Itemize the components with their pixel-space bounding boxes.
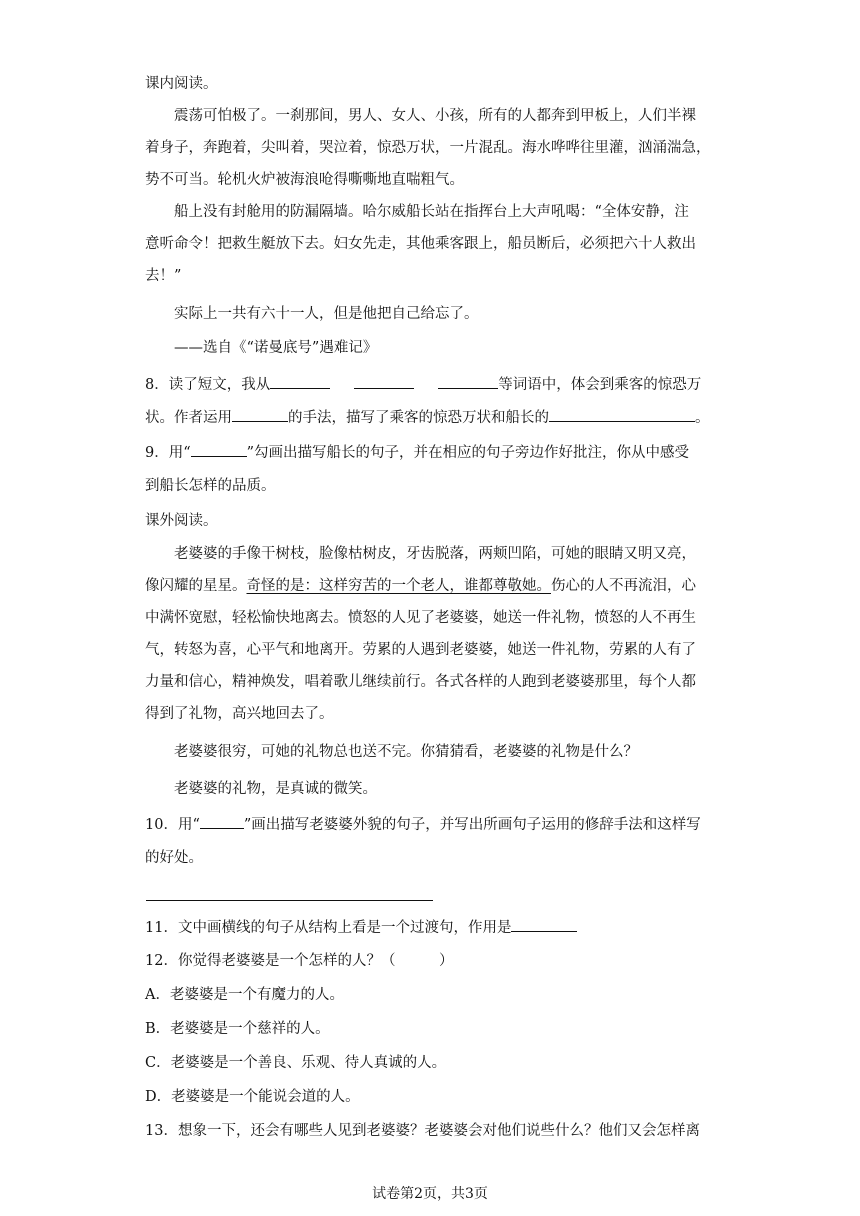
question-8: 8．读了短文，我从 等词语中，体会到乘客的惊恐万 [145,374,701,395]
option-c[interactable]: C．老婆婆是一个善良、乐观、待人真诚的人。 [145,1055,447,1071]
passage-line: 老婆婆的手像干树枝，脸像枯树皮，牙齿脱落，两颊凹陷，可她的眼睛又明又亮， [174,546,696,562]
question-9: 9．用“ ”勾画出描写船长的句子，并在相应的句子旁边作好批注，你从中感受 [145,442,689,463]
section-heading-inclass: 课内阅读。 [145,76,218,92]
passage-source: ——选自《“诺曼底号”遇难记》 [174,340,378,356]
passage-line: 力量和信心，精神焕发，唱着歌儿继续前行。各式各样的人跑到老婆婆那里，每个人都 [145,674,696,690]
passage-line: 着身子，奔跑着，尖叫着，哭泣着，惊恐万状，一片混乱。海水哗哗往里灌，汹涌湍急， [145,140,711,156]
passage-line: 船上没有封舱用的防漏隔墙。哈尔威船长站在指挥台上大声吼喝：“全体安静，注 [174,204,689,220]
passage-line: 老婆婆很穷，可她的礼物总也送不完。你猜猜看，老婆婆的礼物是什么？ [174,744,638,760]
passage-line: 去！” [145,268,182,284]
passage-line: 气，转怒为喜，心平气和地离开。劳累的人遇到老婆婆，她送一件礼物，劳累的人有了 [145,642,696,658]
question-11: 11．文中画横线的句子从结构上看是一个过渡句，作用是 [145,917,577,938]
passage-line: 势不可当。轮机火炉被海浪呛得嘶嘶地直喘粗气。 [145,172,464,188]
page-footer: 试卷第2页，共3页 [372,1186,488,1202]
passage-line: 实际上一共有六十一人，但是他把自己给忘了。 [174,306,479,322]
question-12: 12．你觉得老婆婆是一个怎样的人？（ ） [145,953,454,969]
passage-line: 意听命令！把救生艇放下去。妇女先走，其他乘客跟上，船员断后，必须把六十人救出 [145,236,696,252]
option-a[interactable]: A．老婆婆是一个有魔力的人。 [145,987,344,1003]
answer-blank[interactable] [549,407,695,422]
option-b[interactable]: B．老婆婆是一个慈祥的人。 [145,1021,330,1037]
answer-blank[interactable] [438,374,498,389]
answer-blank[interactable] [511,917,577,932]
marker-blank [200,814,244,829]
passage-line: 中满怀宽慰，轻松愉快地离去。愤怒的人见了老婆婆，她送一件礼物，愤怒的人不再生 [145,610,696,626]
answer-blank[interactable] [270,374,330,389]
answer-blank[interactable] [232,407,288,422]
question-9-cont: 到船长怎样的品质。 [145,478,276,494]
passage-line: 得到了礼物，高兴地回去了。 [145,706,334,722]
question-10: 10．用“ ”画出描写老婆婆外貌的句子，并写出所画句子运用的修辞手法和这样写 [145,814,701,835]
question-8-cont: 状。作者运用 的手法，描写了乘客的惊恐万状和船长的 。 [145,407,710,428]
marker-blank [191,442,247,457]
question-13: 13．想象一下，还会有哪些人见到老婆婆？老婆婆会对他们说些什么？他们又会怎样离 [145,1123,700,1139]
answer-line[interactable] [146,900,433,901]
transition-sentence: 奇怪的是：这样穷苦的一个老人，谁都尊敬她。 [246,578,551,594]
question-10-cont: 的好处。 [145,850,203,866]
option-d[interactable]: D．老婆婆是一个能说会道的人。 [145,1089,360,1105]
section-heading-extra: 课外阅读。 [145,513,218,529]
answer-blank[interactable] [354,374,414,389]
passage-line: 像闪耀的星星。奇怪的是：这样穷苦的一个老人，谁都尊敬她。伤心的人不再流泪，心 [145,578,696,594]
passage-line: 老婆婆的礼物，是真诚的微笑。 [174,781,377,797]
passage-line: 震荡可怕极了。一刹那间，男人、女人、小孩，所有的人都奔到甲板上，人们半裸 [174,108,696,124]
